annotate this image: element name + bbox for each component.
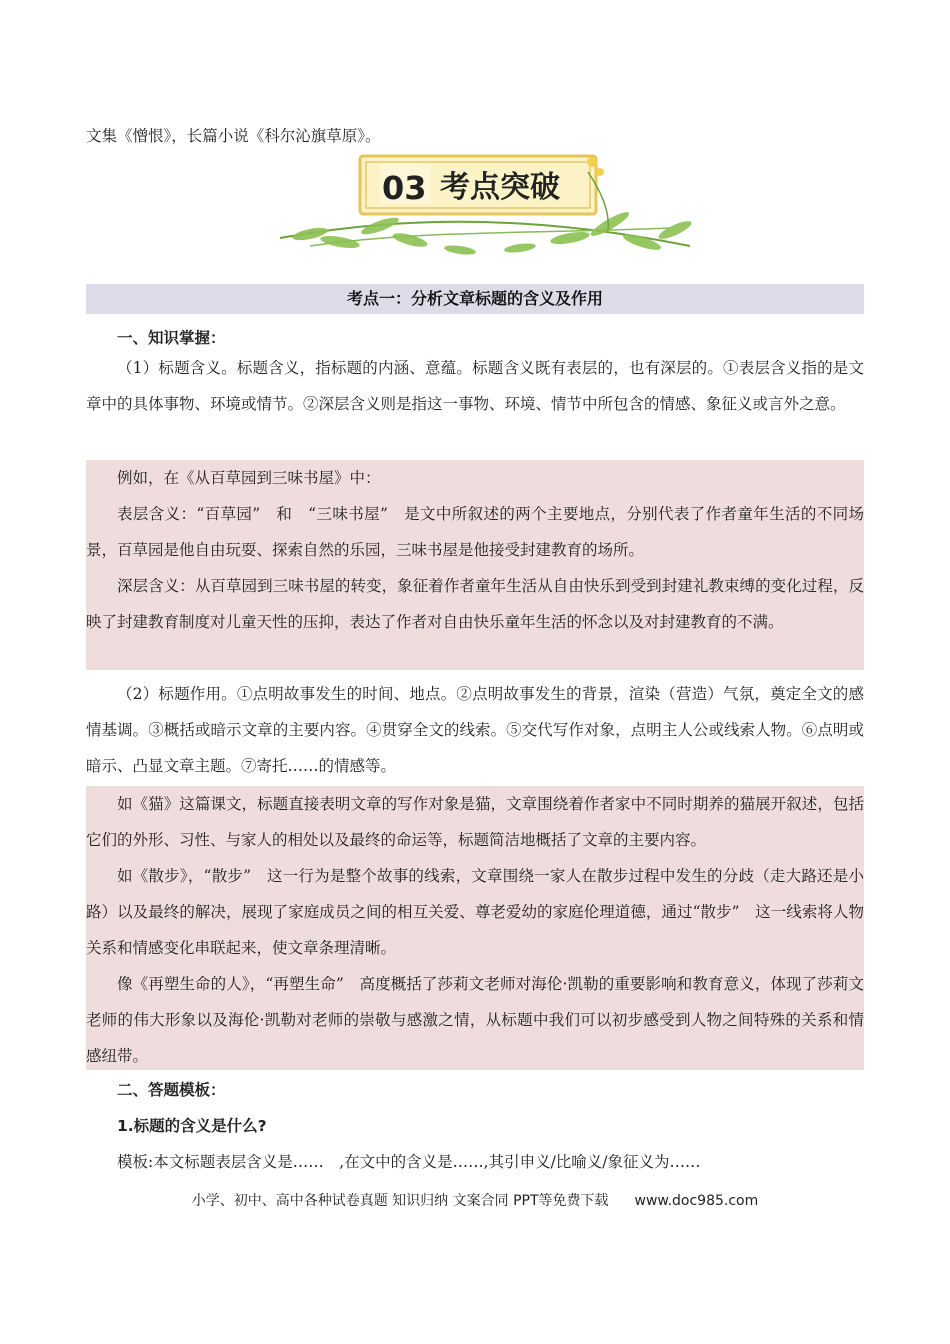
footer-text: 小学、初中、高中各种试卷真题 知识归纳 文案合同 PPT等免费下载 bbox=[191, 1193, 609, 1209]
intro-line: 文集《憎恨》，长篇小说《科尔沁旗草原》。 bbox=[86, 127, 381, 145]
paragraph-title-function: （2）标题作用。①点明故事发生的时间、地点。②点明故事发生的背景，渲染（营造）气氛，奠定全文的感情基调。③概括或暗示文章的主要内容。④贯穿全文的线索。⑤交代写作对象，点明主人公或线索人物。⑥点明或暗示、凸显文章主题。⑦寄托……的情感等。 bbox=[86, 685, 864, 775]
part1-heading: 一、知识掌握： bbox=[117, 329, 226, 347]
example1-intro: 例如，在《从百草园到三味书屋》中： bbox=[117, 469, 381, 487]
example1-deep: 深层含义：从百草园到三味书屋的转变，象征着作者童年生活从自由快乐到受到封建礼教束缚的变化过程，反映了封建教育制度对儿童天性的压抑，表达了作者对自由快乐童年生活的怀念以及对封建教育的不满。 bbox=[86, 577, 864, 631]
paragraph-title-meaning: （1）标题含义。标题含义，指标题的内涵、意蕴。标题含义既有表层的，也有深层的。①表层含义指的是文章中的具体事物、环境或情节。②深层含义则是指这一事物、环境、情节中所包含的情感、象征义或言外之意。 bbox=[86, 359, 864, 413]
page-footer bbox=[0, 1186, 950, 1216]
part2-heading: 二、答题模板： bbox=[117, 1081, 226, 1099]
section-banner bbox=[270, 150, 710, 270]
example1-surface: 表层含义：“百草园” 和 “三味书屋” 是文中所叙述的两个主要地点，分别代表了作者童年生活的不同场景，百草园是他自由玩耍、探索自然的乐园，三味书屋是他接受封建教育的场所。 bbox=[86, 505, 864, 559]
banner-number: 03 bbox=[382, 169, 427, 207]
example2-reshape: 像《再塑生命的人》，“再塑生命” 高度概括了莎莉文老师对海伦·凯勒的重要影响和教育意义，体现了莎莉文老师的伟大形象以及海伦·凯勒对老师的崇敬与感激之情，从标题中我们可以初步感受到人物之间特殊的关系和情感纽带。 bbox=[86, 975, 864, 1065]
question1-heading: 1.标题的含义是什么? bbox=[117, 1117, 267, 1135]
banner-graphic bbox=[270, 150, 710, 270]
answer-template: 模板:本文标题表层含义是…… ,在文中的含义是……,其引申义/比喻义/象征义为…… bbox=[117, 1153, 701, 1171]
example2-cat: 如《猫》这篇课文，标题直接表明文章的写作对象是猫，文章围绕着作者家中不同时期养的猫展开叙述，包括它们的外形、习性、与家人的相处以及最终的命运等，标题简洁地概括了文章的主要内容。 bbox=[86, 795, 864, 849]
section-title: 考点一：分析文章标题的含义及作用 bbox=[86, 284, 864, 314]
banner-title: 考点突破 bbox=[440, 170, 560, 205]
example2-walk: 如《散步》，“散步” 这一行为是整个故事的线索，文章围绕一家人在散步过程中发生的分歧（走大路还是小路）以及最终的解决，展现了家庭成员之间的相互关爱、尊老爱幼的家庭伦理道德，通过“散步” 这一线索将人物关系和情感变化串联起来，使文章条理清晰。 bbox=[86, 867, 864, 957]
footer-url[interactable]: www.doc985.com bbox=[634, 1193, 759, 1209]
